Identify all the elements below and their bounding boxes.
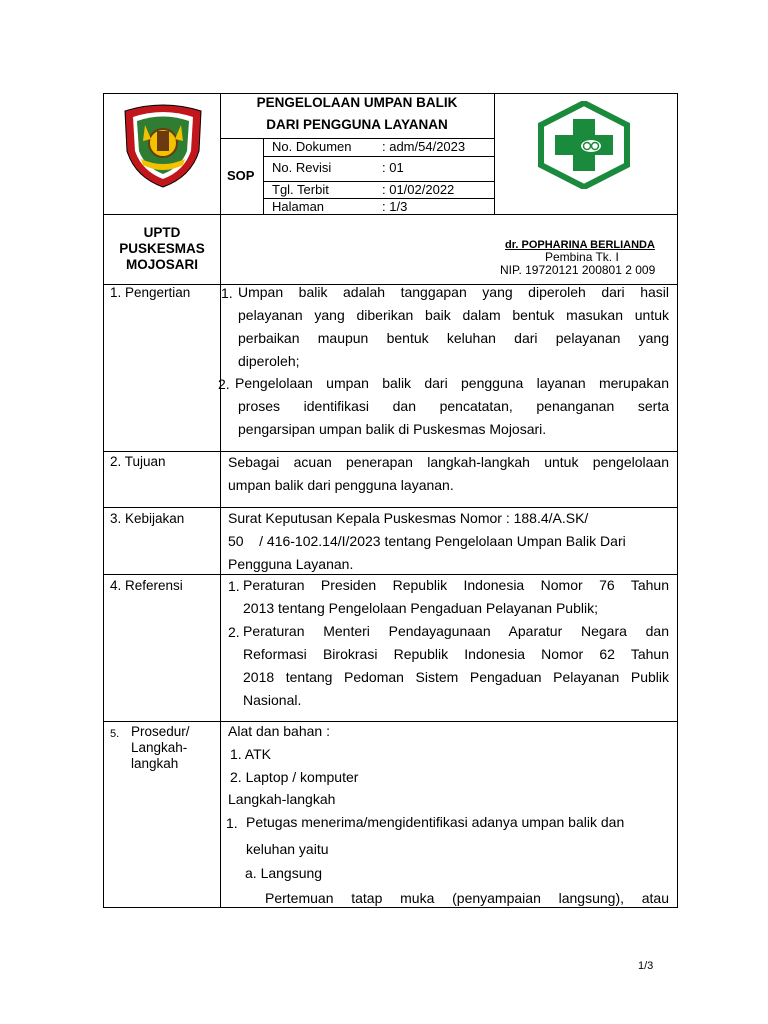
kebijakan-line1: Surat Keputusan Kepala Puskesmas Nomor : 188.4/A.SK/ <box>228 510 589 526</box>
regency-crest-logo <box>121 101 205 189</box>
step1-num: 1. <box>226 815 238 831</box>
section-label-tujuan: 2. Tujuan <box>110 454 166 469</box>
alat-heading: Alat dan bahan : <box>228 723 330 739</box>
page-value: : 1/3 <box>382 199 408 214</box>
referensi-item2-line1: Peraturan Menteri Pendayagunaan Aparatur Negara dan <box>243 623 669 639</box>
signer-name: dr. POPHARINA BERLIANDA <box>505 239 655 251</box>
org-name-line3: MOJOSARI <box>125 257 198 272</box>
kebijakan-line3: Pengguna Layanan. <box>228 556 354 572</box>
pengertian-item1-num: 1. <box>221 285 233 301</box>
issue-date-label: Tgl. Terbit <box>272 182 329 197</box>
tujuan-line1: Sebagai acuan penerapan langkah-langkah untuk pengelolaan <box>228 454 669 470</box>
pengertian-item1-line3: perbaikan maupun bentuk keluhan dari pelayanan yang <box>238 330 669 346</box>
referensi-item2-line2: Reformasi Birokrasi Republik Indonesia Nomor 62 Tahun <box>243 646 669 662</box>
revision-value: : 01 <box>382 160 404 175</box>
referensi-item1-num: 1. <box>228 578 240 594</box>
signer-nip: NIP. 19720121 200801 2 009 <box>500 263 656 277</box>
org-name-line1: UPTD <box>143 225 181 240</box>
pengertian-item1-line4: diperoleh; <box>238 353 300 369</box>
section-label-referensi: 4. Referensi <box>110 578 183 593</box>
org-name-line2: PUSKESMAS <box>119 241 205 256</box>
document-title-line1: PENGELOLAAN UMPAN BALIK <box>256 95 458 110</box>
referensi-item1-line2: 2013 tentang Pengelolaan Pengaduan Pelayanan Publik; <box>243 600 598 616</box>
tujuan-line2: umpan balik dari pengguna layanan. <box>228 477 454 493</box>
prosedur-label-line1: Prosedur/ <box>131 724 190 739</box>
section-label-pengertian: 1. Pengertian <box>110 285 191 300</box>
alat-item-2: 2. Laptop / komputer <box>230 769 359 785</box>
doc-number-label: No. Dokumen <box>272 139 352 154</box>
pengertian-item2-line1: Pengelolaan umpan balik dari pengguna layanan merupakan <box>235 375 669 391</box>
prosedur-label-num: 5. <box>110 728 120 740</box>
pengertian-item2-num: 2. <box>218 376 230 392</box>
pengertian-item2-line2: proses identifikasi dan pencatatan, penanganan serta <box>238 398 669 414</box>
page-number: 1/3 <box>638 960 654 972</box>
page-label: Halaman <box>272 199 325 214</box>
referensi-item2-line4: Nasional. <box>243 692 302 708</box>
prosedur-label-line2: Langkah- <box>131 740 188 755</box>
document-title-line2: DARI PENGGUNA LAYANAN <box>266 117 448 132</box>
referensi-item1-line1: Peraturan Presiden Republik Indonesia Nomor 76 Tahun <box>243 577 669 593</box>
langkah-heading: Langkah-langkah <box>228 791 336 807</box>
prosedur-label-line3: langkah <box>131 756 179 771</box>
pengertian-item1-line1: Umpan balik adalah tanggapan yang diperoleh dari hasil <box>238 284 669 300</box>
sub-a-heading: a. Langsung <box>245 865 323 881</box>
kebijakan-line2: 50 / 416-102.14/I/2023 tentang Pengelolaan Umpan Balik Dari <box>228 533 626 549</box>
alat-item-1: 1. ATK <box>230 746 271 762</box>
pengertian-item1-line2: pelayanan yang diberikan baik dalam bentuk masukan untuk <box>238 307 669 323</box>
referensi-item2-num: 2. <box>228 624 240 640</box>
sub-a-text: Pertemuan tatap muka (penyampaian langsung), atau <box>265 890 669 906</box>
signer-rank: Pembina Tk. I <box>545 250 619 264</box>
sop-label: SOP <box>227 168 255 183</box>
issue-date-value: : 01/02/2022 <box>382 182 455 197</box>
revision-label: No. Revisi <box>272 160 332 175</box>
section-label-kebijakan: 3. Kebijakan <box>110 511 185 526</box>
step1-line1: Petugas menerima/mengidentifikasi adanya umpan balik dan <box>246 814 625 830</box>
doc-number-value: : adm/54/2023 <box>382 139 466 154</box>
step1-line2: keluhan yaitu <box>246 841 329 857</box>
pengertian-item2-line3: pengarsipan umpan balik di Puskesmas Mojosari. <box>238 421 547 437</box>
referensi-item2-line3: 2018 tentang Pedoman Sistem Pengaduan Pelayanan Publik <box>243 669 669 685</box>
puskesmas-cross-logo <box>537 101 631 189</box>
